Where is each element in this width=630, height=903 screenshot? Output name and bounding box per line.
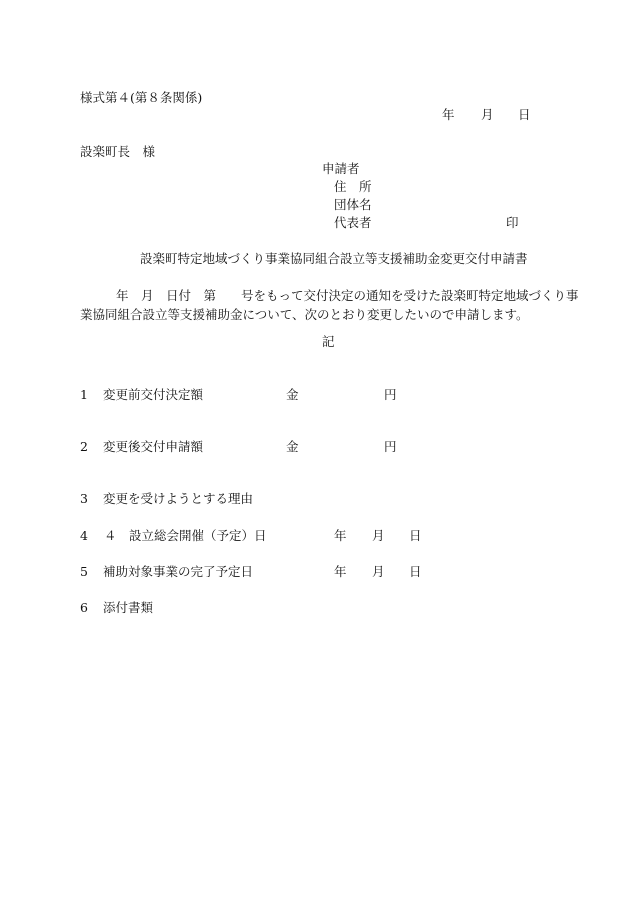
- addressee: 設楽町長 様: [80, 144, 156, 159]
- seal-label: 印: [506, 215, 519, 230]
- item-label: 添付書類: [103, 600, 154, 615]
- currency-suffix: 円: [384, 439, 397, 454]
- representative-label: 代表者: [334, 215, 372, 230]
- item-number: 6: [80, 600, 88, 615]
- currency-prefix: 金: [286, 387, 299, 402]
- document-title: 設楽町特定地域づくり事業協同組合設立等支援補助金変更交付申請書: [140, 251, 528, 266]
- date-month: 月: [481, 107, 494, 122]
- body-text-line-1: 年 月 日付 第 号をもって交付決定の通知を受けた設楽町特定地域づくり事: [116, 288, 579, 303]
- group-name-label: 団体名: [334, 197, 372, 212]
- item-number: 4: [80, 528, 88, 543]
- item-label: 変更前交付決定額: [103, 387, 204, 402]
- form-number-label: 様式第４(第８条関係): [80, 90, 203, 105]
- body-text-line-2: 業協同組合設立等支援補助金について、次のとおり変更したいので申請します。: [80, 307, 529, 322]
- date-day: 日: [518, 107, 531, 122]
- item-label: 変更後交付申請額: [103, 439, 204, 454]
- item-label: 変更を受けようとする理由: [103, 491, 254, 506]
- currency-prefix: 金: [286, 439, 299, 454]
- item-number: 1: [80, 387, 88, 402]
- item-label: ４ 設立総会開催（予定）日: [104, 528, 267, 543]
- date-year: 年: [334, 564, 347, 579]
- date-year: 年: [334, 528, 347, 543]
- date-day: 日: [409, 564, 422, 579]
- item-label: 補助対象事業の完了予定日: [103, 564, 254, 579]
- currency-suffix: 円: [384, 387, 397, 402]
- date-day: 日: [409, 528, 422, 543]
- date-month: 月: [372, 528, 385, 543]
- item-number: 3: [80, 491, 88, 506]
- address-label: 住 所: [334, 179, 372, 194]
- note-mark: 記: [322, 334, 335, 349]
- item-number: 2: [80, 439, 88, 454]
- date-month: 月: [372, 564, 385, 579]
- applicant-heading: 申請者: [322, 161, 360, 176]
- item-number: 5: [80, 564, 88, 579]
- date-year: 年: [442, 107, 455, 122]
